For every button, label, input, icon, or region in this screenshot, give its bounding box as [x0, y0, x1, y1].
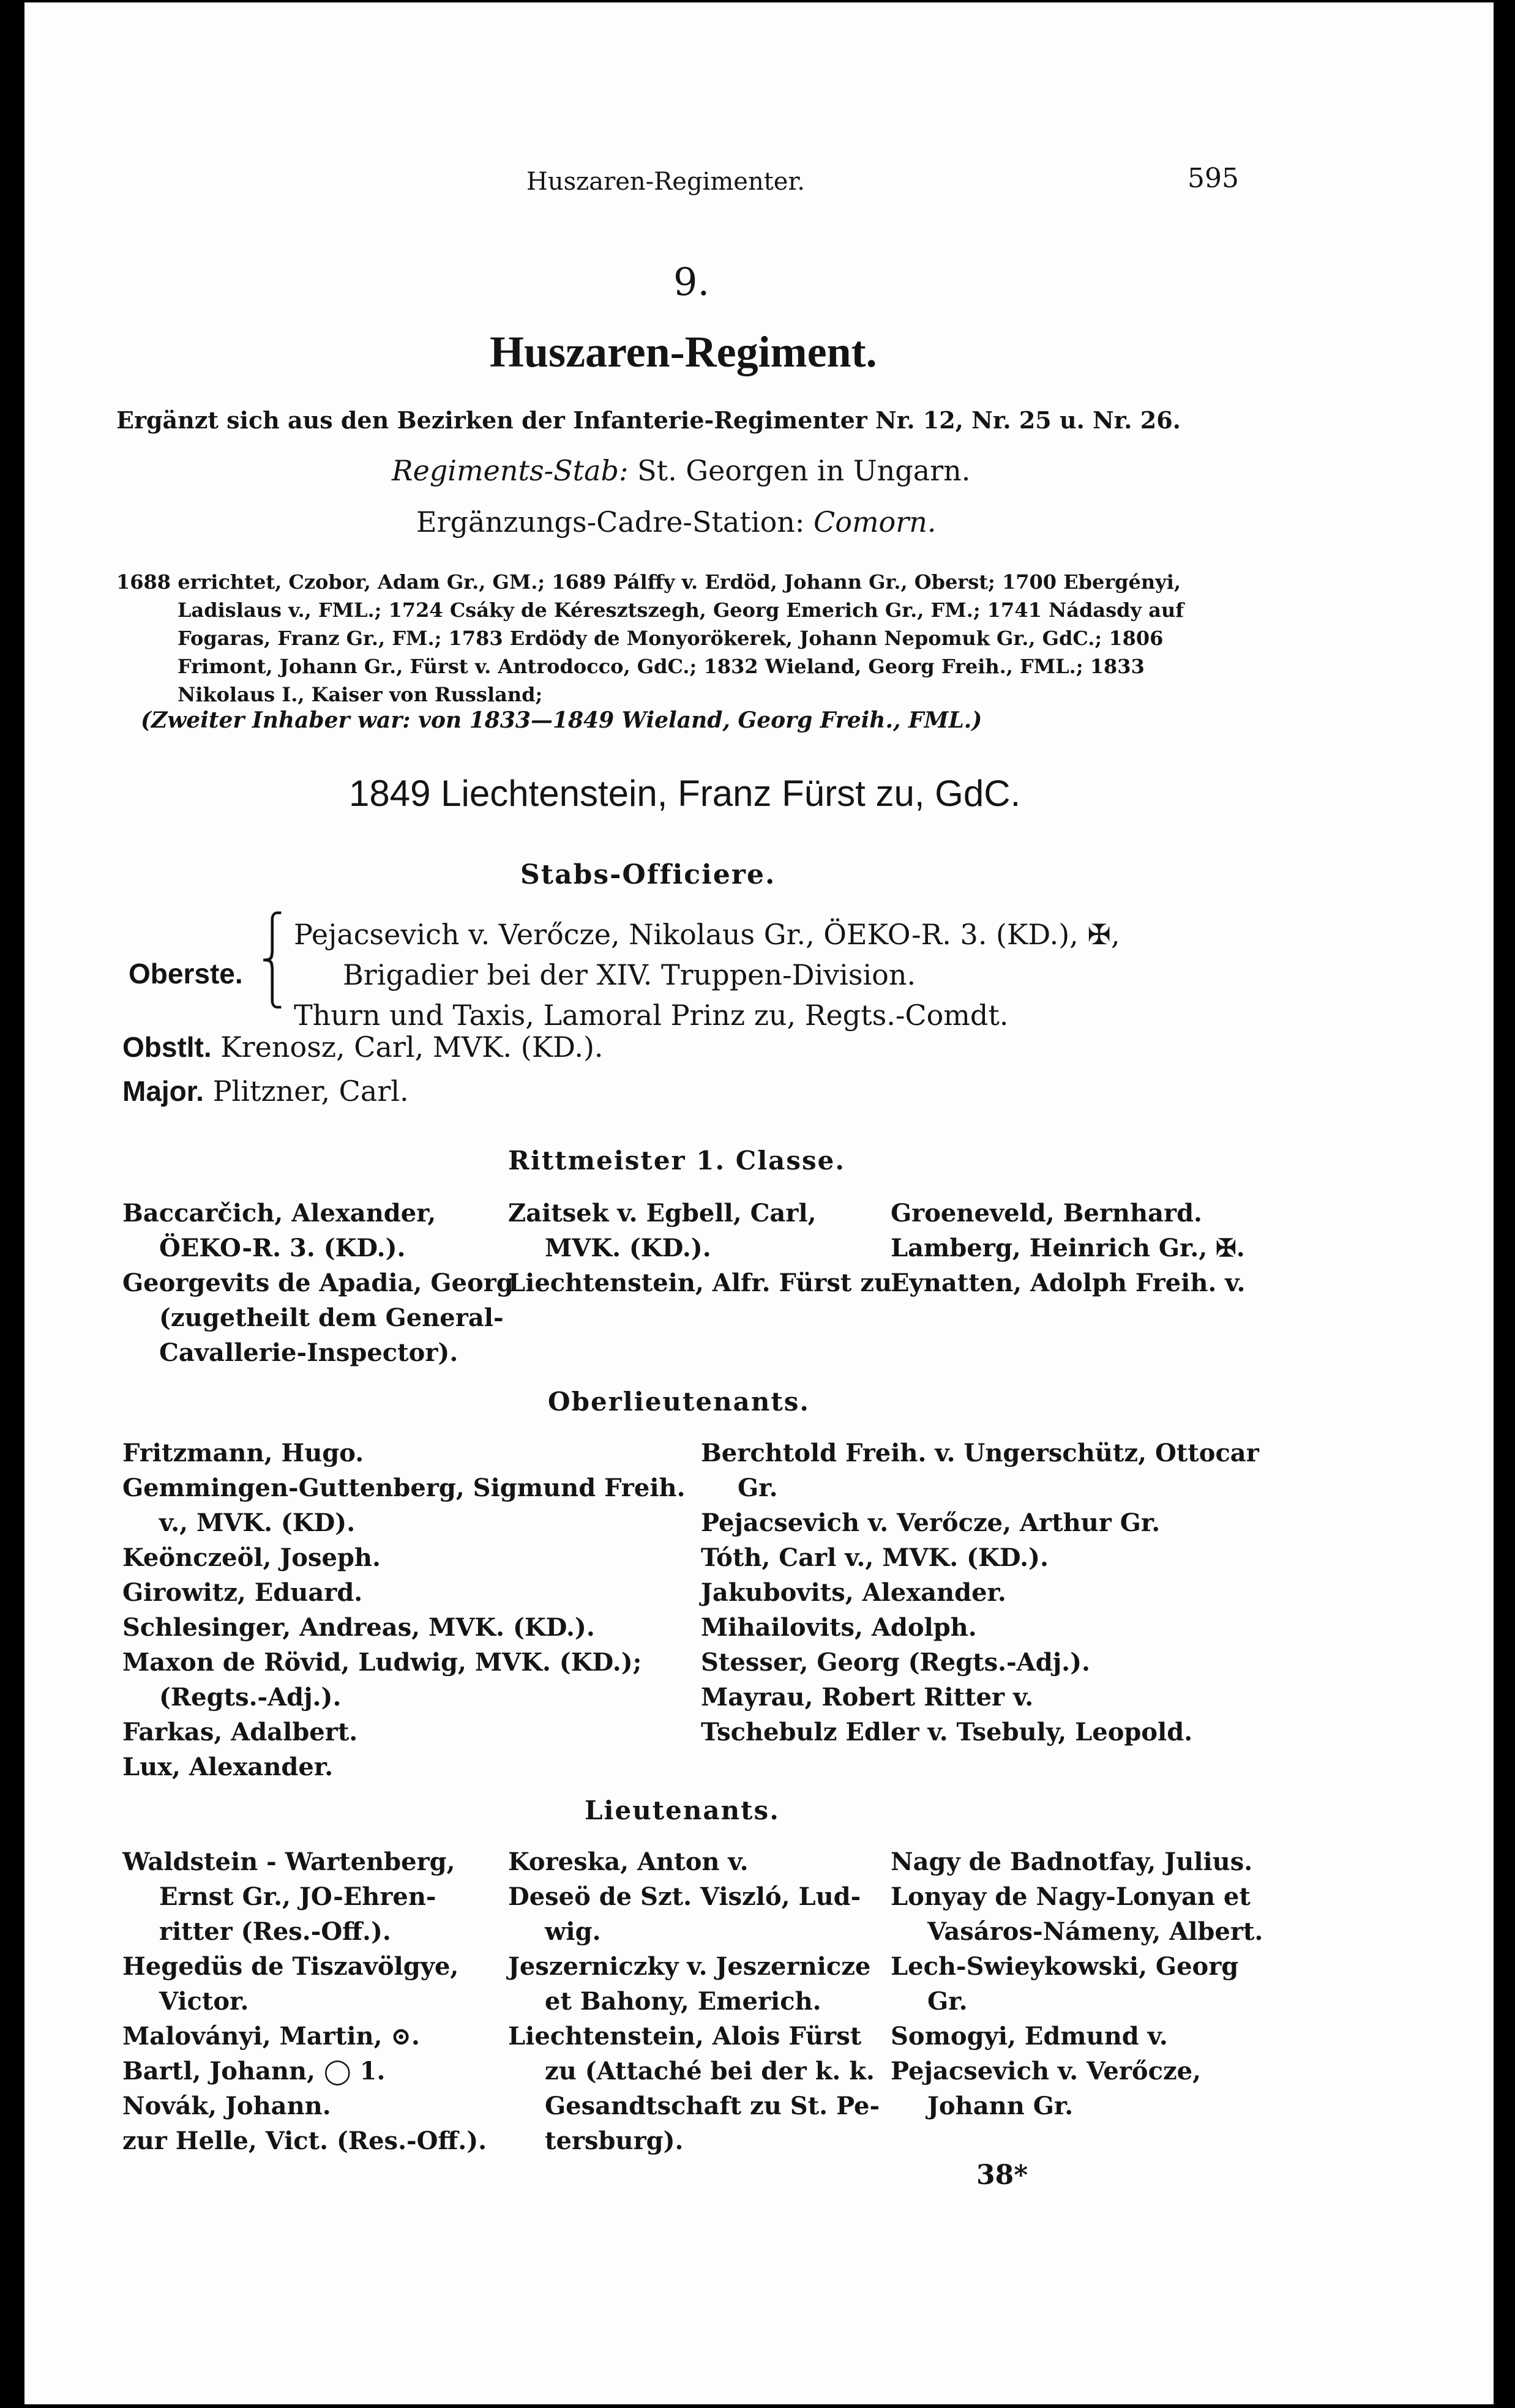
list-item: (Regts.-Adj.). [159, 1683, 342, 1712]
list-item: Ernst Gr., JO-Ehren- [159, 1882, 436, 1911]
list-item: Pejacsevich v. Verőcze, [891, 2057, 1202, 2086]
lieutenants-col-1 [122, 1844, 487, 2158]
list-item: Keönczeöl, Joseph. [122, 1543, 381, 1572]
rittmeister-col-3 [891, 1196, 1245, 1300]
lieutenants-col-2 [508, 1844, 880, 2158]
signature-mark: 38* [976, 2160, 1028, 2191]
list-item: ÖEKO-R. 3. (KD.). [159, 1234, 406, 1262]
list-item: et Bahony, Emerich. [545, 1987, 821, 2016]
list-item: Maloványi, Martin, ⊙. [122, 2022, 420, 2051]
rittmeister-heading: Rittmeister 1. Classe. [508, 1146, 845, 1176]
list-item: zu (Attaché bei der k. k. [545, 2057, 875, 2086]
list-item: zur Helle, Vict. (Res.-Off.). [122, 2127, 487, 2155]
obstlt-line [122, 1031, 604, 1064]
list-item: Mayrau, Robert Ritter v. [701, 1683, 1034, 1712]
list-item: Deseö de Szt. Viszló, Lud- [508, 1882, 861, 1911]
list-item: tersburg). [545, 2127, 684, 2155]
list-item: Lech-Swieykowski, Georg [891, 1952, 1239, 1981]
list-item: Waldstein - Wartenberg, [122, 1847, 455, 1876]
page-number: 595 [1188, 163, 1239, 194]
history-line: Ladislaus v., FML.; 1724 Csáky de Kéresztszegh, Georg Emerich Gr., FM.; 1741 Nádasdy auf [178, 598, 1184, 622]
brace-bottom: ⎩ [261, 973, 284, 1008]
rittmeister-col-2 [508, 1196, 900, 1300]
list-item: Mihailovits, Adolph. [701, 1613, 977, 1642]
list-item: Tschebulz Edler v. Tsebuly, Leopold. [701, 1718, 1193, 1746]
list-item: Hegedüs de Tiszavölgye, [122, 1952, 459, 1981]
list-item: Liechtenstein, Alois Fürst [508, 2022, 862, 2051]
list-item: Johann Gr. [927, 2092, 1074, 2120]
list-item: Gemmingen-Guttenberg, Sigmund Freih. [122, 1474, 686, 1502]
list-item: Jeszerniczky v. Jeszernicze [508, 1952, 871, 1981]
stab-value: St. Georgen in Ungarn. [637, 454, 971, 487]
document-page [24, 2, 1494, 2404]
major-line [122, 1075, 409, 1108]
list-item: Nagy de Badnotfay, Julius. [891, 1847, 1253, 1876]
oberst-entry: Brigadier bei der XIV. Truppen-Division. [343, 958, 916, 991]
major-value: Plitzner, Carl. [212, 1075, 409, 1108]
oberste-label: Oberste. [129, 958, 243, 990]
list-item: (zugetheilt dem General- [159, 1303, 504, 1332]
list-item: Lamberg, Heinrich Gr., ✠. [891, 1234, 1245, 1262]
list-item: Koreska, Anton v. [508, 1847, 749, 1876]
list-item: Lonyay de Nagy-Lonyan et [891, 1882, 1251, 1911]
cadre-value: Comorn. [814, 505, 937, 539]
oberlieutenants-heading: Oberlieutenants. [548, 1387, 810, 1417]
regiment-title: Huszaren-Regiment. [490, 327, 877, 376]
list-item: Somogyi, Edmund v. [891, 2022, 1168, 2051]
second-owner-note: (Zweiter Inhaber war: von 1833—1849 Wieland, Georg Freih., FML.) [141, 707, 982, 733]
regiment-owner: 1849 Liechtenstein, Franz Fürst zu, GdC. [349, 773, 1021, 814]
list-item: Farkas, Adalbert. [122, 1718, 358, 1746]
list-item: MVK. (KD.). [545, 1234, 711, 1262]
list-item: Berchtold Freih. v. Ungerschütz, Ottocar [701, 1439, 1259, 1467]
oberste-entries [294, 914, 1120, 1035]
list-item: Eynatten, Adolph Freih. v. [891, 1269, 1246, 1297]
list-item: Pejacsevich v. Verőcze, Arthur Gr. [701, 1508, 1161, 1537]
list-item: Tóth, Carl v., MVK. (KD.). [701, 1543, 1049, 1572]
list-item: Baccarčich, Alexander, [122, 1199, 436, 1228]
list-item: Victor. [159, 1987, 249, 2016]
list-item: Stesser, Georg (Regts.-Adj.). [701, 1648, 1090, 1677]
obstlt-label: Obstlt. [122, 1031, 212, 1063]
brace-top: ⎧ [261, 912, 284, 947]
list-item: Jakubovits, Alexander. [701, 1578, 1006, 1607]
list-item: Schlesinger, Andreas, MVK. (KD.). [122, 1613, 595, 1642]
list-item: Georgevits de Apadia, Georg [122, 1269, 514, 1297]
regiment-number: 9. [673, 259, 710, 304]
brace-middle: ⎨ [261, 942, 284, 978]
list-item: Bartl, Johann, ◯ 1. [122, 2057, 386, 2086]
stabs-officiere-heading: Stabs-Officiere. [520, 859, 776, 890]
cadre-label: Ergänzungs-Cadre-Station: [416, 505, 805, 539]
cadre-station [416, 505, 937, 539]
running-title: Huszaren-Regimenter. [526, 168, 805, 196]
recruitment-line: Ergänzt sich aus den Bezirken der Infanterie-Regimenter Nr. 12, Nr. 25 u. Nr. 26. [116, 406, 1181, 434]
list-item: ritter (Res.-Off.). [159, 1917, 391, 1946]
oberlieutenants-col-2 [701, 1436, 1259, 1750]
oberst-entry: Pejacsevich v. Verőcze, Nikolaus Gr., ÖEKO-R. 3. (KD.), ✠, [294, 918, 1120, 951]
oberst-entry: Thurn und Taxis, Lamoral Prinz zu, Regts.-Comdt. [294, 999, 1009, 1032]
history-line: Nikolaus I., Kaiser von Russland; [178, 683, 543, 706]
list-item: Zaitsek v. Egbell, Carl, [508, 1199, 817, 1228]
history-block [116, 568, 1184, 709]
regiments-stab [392, 454, 970, 487]
major-label: Major. [122, 1075, 204, 1107]
rittmeister-col-1 [122, 1196, 514, 1370]
stab-label: Regiments-Stab: [392, 454, 629, 487]
list-item: Liechtenstein, Alfr. Fürst zu. [508, 1269, 900, 1297]
obstlt-value: Krenosz, Carl, MVK. (KD.). [220, 1031, 604, 1064]
history-line: Frimont, Johann Gr., Fürst v. Antrodocco, GdC.; 1832 Wieland, Georg Freih., FML.; 1833 [178, 655, 1145, 678]
list-item: wig. [545, 1917, 601, 1946]
lieutenants-col-3 [891, 1844, 1263, 2123]
history-line: Fogaras, Franz Gr., FM.; 1783 Erdödy de Monyorökerek, Johann Nepomuk Gr., GdC.; 1806 [178, 627, 1164, 650]
list-item: Gesandtschaft zu St. Pe- [545, 2092, 880, 2120]
list-item: Vasáros-Námeny, Albert. [927, 1917, 1263, 1946]
list-item: Groeneveld, Bernhard. [891, 1199, 1202, 1228]
list-item: Gr. [927, 1987, 968, 2016]
list-item: Cavallerie-Inspector). [159, 1338, 458, 1367]
list-item: Girowitz, Eduard. [122, 1578, 363, 1607]
history-line: 1688 errichtet, Czobor, Adam Gr., GM.; 1689 Pálffy v. Erdöd, Johann Gr., Oberst; 1700 Ebergényi, [116, 570, 1181, 594]
lieutenants-heading: Lieutenants. [585, 1795, 780, 1825]
list-item: Fritzmann, Hugo. [122, 1439, 364, 1467]
list-item: v., MVK. (KD). [159, 1508, 356, 1537]
list-item: Gr. [738, 1474, 778, 1502]
oberlieutenants-col-1 [122, 1436, 686, 1784]
list-item: Lux, Alexander. [122, 1753, 334, 1781]
list-item: Novák, Johann. [122, 2092, 331, 2120]
list-item: Maxon de Rövid, Ludwig, MVK. (KD.); [122, 1648, 642, 1677]
